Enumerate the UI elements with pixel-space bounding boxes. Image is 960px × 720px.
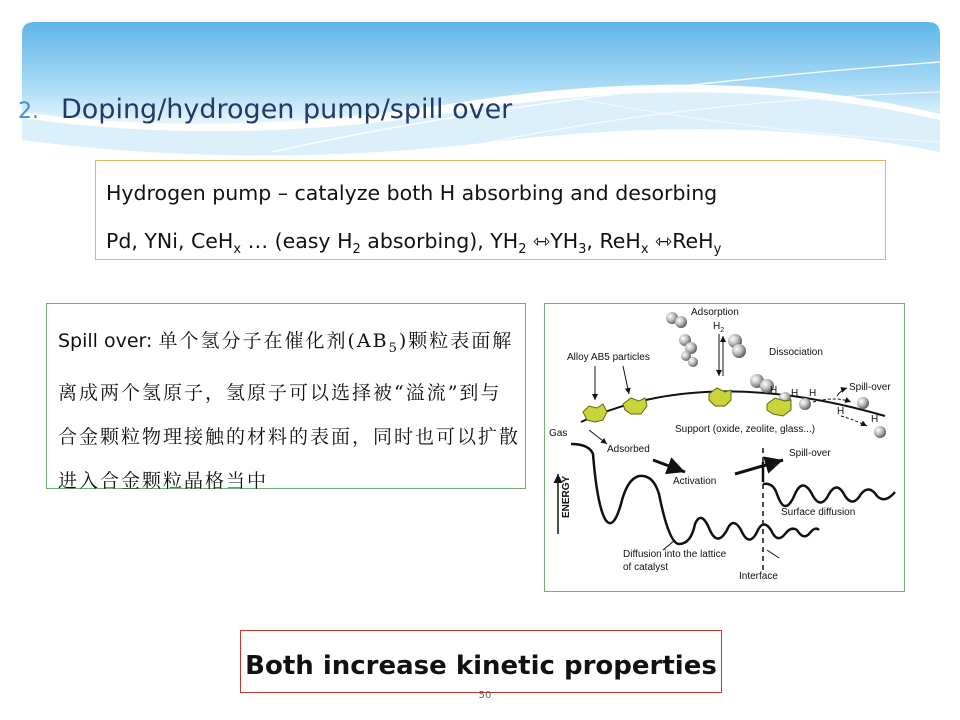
label-dissociation: Dissociation (769, 347, 823, 358)
label-energy: ENERGY (561, 475, 572, 518)
conclusion-box (240, 630, 722, 693)
slide-title-text: Doping/hydrogen pump/spill over (61, 94, 513, 125)
label-gas: Gas (549, 428, 568, 439)
label-interface: Interface (739, 571, 778, 582)
label-diffusion-lattice-1: Diffusion into the lattice (623, 549, 727, 560)
conclusion-text: Both increase kinetic properties (245, 651, 717, 681)
alloy-particle-icon (583, 404, 607, 422)
h-atom-icon (874, 426, 886, 438)
label-spill-over-mid: Spill-over (789, 448, 831, 459)
label-h: H (871, 414, 879, 425)
label-alloy-particles: Alloy AB5 particles (567, 352, 650, 363)
h2-molecule-icon (666, 312, 687, 328)
slide-number: 2. (18, 99, 39, 124)
h2-molecule-icon (681, 351, 698, 367)
h-atom-icon (799, 398, 811, 410)
label-h: H (809, 388, 817, 399)
label-surface-diffusion: Surface diffusion (781, 507, 856, 518)
label-h: H (770, 385, 778, 396)
h2-molecule-icon (728, 334, 746, 358)
h2-molecule-icon (679, 334, 697, 354)
alloy-particle-icon (623, 398, 647, 414)
label-adsorbed: Adsorbed (607, 444, 650, 455)
label-h: H (791, 388, 799, 399)
alloy-particle-icon (767, 398, 791, 416)
label-activation: Activation (673, 476, 717, 487)
hydrogen-pump-box (95, 160, 886, 260)
spill-over-box (46, 303, 526, 492)
pump-line-2: Pd, YNi, CeH$_x$ … (easy $H_2$ absorbing), $YH_2$ $⇿YH_3$, ReH$_x$ ⇿ReH$_y$ (106, 229, 722, 258)
label-spill-over-top: Spill-over (849, 382, 891, 393)
label-h2: $H_2$ (713, 321, 725, 334)
slide-title (18, 94, 512, 125)
label-h: H (837, 406, 845, 417)
h-atom-icon (857, 397, 869, 409)
label-adsorption: Adsorption (691, 307, 739, 318)
page-number: 50 (478, 690, 492, 701)
pump-line-1: Hydrogen pump – catalyze both H absorbing and desorbing (106, 181, 718, 205)
label-support: Support (oxide, zeolite, glass...) (675, 424, 816, 435)
label-diffusion-lattice-2: of catalyst (623, 562, 669, 573)
spill-over-text: Spill over: 单个氢分子在催化剂$(AB_5)$颗粒表面解离成两个氢原子，氢原子可以选择被“溢流”到与合金颗粒物理接触的材料的表面，同时也可以扩散进入合金颗粒晶格当中 (58, 330, 521, 492)
spillover-diagram (544, 303, 905, 592)
